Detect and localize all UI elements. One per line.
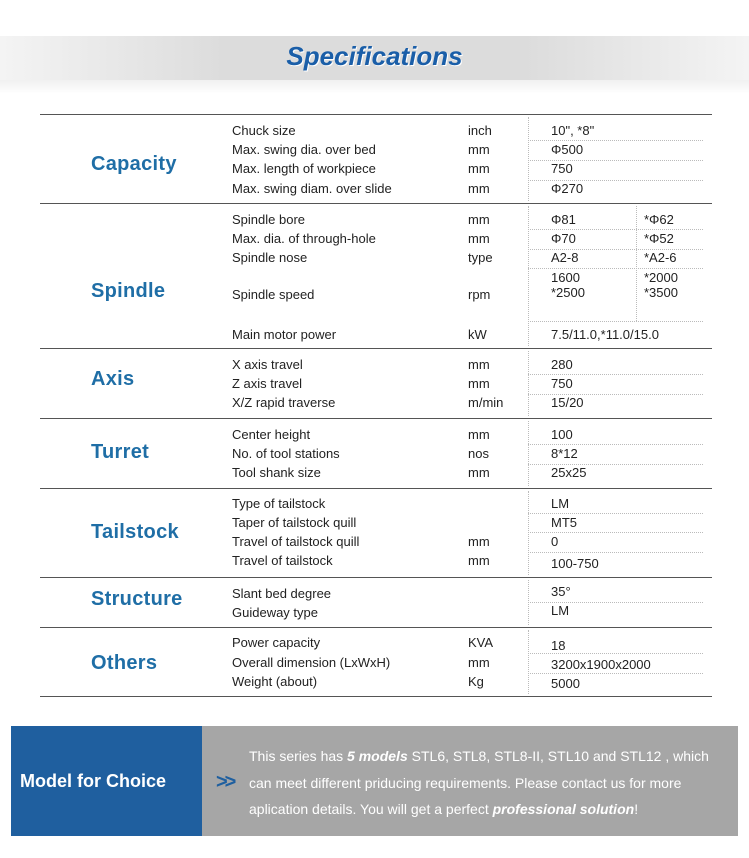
- unit-label: rpm: [468, 287, 491, 302]
- value: 35°: [551, 584, 571, 599]
- unit-label: kW: [468, 327, 487, 342]
- section-others: [40, 627, 712, 697]
- row-divider: [528, 229, 703, 230]
- value: 8*12: [551, 446, 578, 461]
- param-label: Max. swing diam. over slide: [232, 181, 392, 196]
- page-title: Specifications: [286, 41, 463, 71]
- model-choice-title: Model for Choice: [20, 771, 167, 791]
- section-capacity: [40, 114, 712, 203]
- unit-label: mm: [468, 231, 490, 246]
- section-spindle: [40, 203, 712, 348]
- column-divider: [528, 206, 529, 346]
- row-divider: [528, 444, 703, 445]
- value: LM: [551, 496, 570, 511]
- text-emphasis: 5 models: [347, 748, 408, 764]
- section-title: Tailstock: [91, 521, 179, 543]
- value-alt: *2000: [644, 270, 678, 285]
- param-label: Overall dimension (LxWxH): [232, 655, 391, 670]
- unit-label: mm: [468, 553, 490, 568]
- value: Φ270: [551, 181, 584, 196]
- param-label: Travel of tailstock: [232, 553, 333, 568]
- section-title: Spindle: [91, 280, 166, 302]
- param-label: Weight (about): [232, 674, 318, 689]
- value: A2-8: [551, 250, 579, 265]
- row-divider: [528, 268, 703, 269]
- value: 280: [551, 357, 573, 372]
- param-label: Type of tailstock: [232, 496, 326, 511]
- value: 18: [551, 638, 566, 653]
- param-label: Spindle nose: [232, 250, 308, 265]
- row-divider: [528, 653, 703, 654]
- text-part: !: [634, 801, 639, 817]
- param-label: Spindle speed: [232, 287, 315, 302]
- unit-label: mm: [468, 376, 490, 391]
- param-label: Main motor power: [232, 327, 337, 342]
- unit-label: mm: [468, 655, 490, 670]
- unit-label: mm: [468, 465, 490, 480]
- value: 0: [551, 534, 559, 549]
- param-label: Taper of tailstock quill: [232, 515, 357, 530]
- param-label: Max. length of workpiece: [232, 161, 376, 176]
- value: 100: [551, 427, 573, 442]
- value-alt: *Φ62: [644, 212, 674, 227]
- unit-label: inch: [468, 123, 492, 138]
- row-divider: [528, 532, 703, 533]
- section-turret: [40, 418, 712, 488]
- param-label: Tool shank size: [232, 465, 321, 480]
- column-divider: [636, 206, 637, 321]
- param-label: Power capacity: [232, 635, 321, 650]
- unit-label: nos: [468, 446, 489, 461]
- value: Φ500: [551, 142, 584, 157]
- unit-label: Kg: [468, 674, 484, 689]
- unit-label: mm: [468, 142, 490, 157]
- unit-label: mm: [468, 534, 490, 549]
- value: LM: [551, 603, 570, 618]
- unit-label: m/min: [468, 395, 504, 410]
- param-label: Max. swing dia. over bed: [232, 142, 376, 157]
- value-alt-line-2: *3500: [644, 285, 678, 300]
- column-divider: [528, 630, 529, 694]
- param-label: Max. dia. of through-hole: [232, 231, 376, 246]
- value: 3200x1900x2000: [551, 657, 651, 672]
- text-part: STL6, STL8, STL8-II, STL10 and STL12 , which can meet different priducing requirements. Please contact us for more aplication details. You will get a perfect: [249, 748, 709, 817]
- unit-label: mm: [468, 161, 490, 176]
- column-divider: [528, 117, 529, 201]
- value: Φ70: [551, 231, 576, 246]
- value-line-2: *2500: [551, 285, 585, 300]
- model-choice-label-panel: [11, 726, 202, 836]
- model-choice-banner: [11, 726, 738, 836]
- row-divider: [528, 673, 703, 674]
- section-title: Structure: [91, 588, 183, 610]
- value: 100-750: [551, 556, 599, 571]
- value: 5000: [551, 676, 580, 691]
- value: 750: [551, 161, 573, 176]
- section-tailstock: [40, 488, 712, 577]
- value: 10", *8": [551, 123, 595, 138]
- param-label: No. of tool stations: [232, 446, 340, 461]
- unit-label: type: [468, 250, 493, 265]
- value: MT5: [551, 515, 577, 530]
- value-alt: *Φ52: [644, 231, 674, 246]
- unit-label: mm: [468, 181, 490, 196]
- param-label: Guideway type: [232, 605, 318, 620]
- spec-table: [40, 114, 712, 697]
- section-title: Others: [91, 652, 158, 674]
- column-divider: [528, 351, 529, 416]
- text-emphasis: professional solution: [492, 801, 635, 817]
- row-divider: [528, 374, 703, 375]
- unit-label: KVA: [468, 635, 494, 650]
- param-label: Travel of tailstock quill: [232, 534, 360, 549]
- section-title: Axis: [91, 368, 135, 390]
- param-label: X/Z rapid traverse: [232, 395, 336, 410]
- value-alt: *A2-6: [644, 250, 677, 265]
- double-chevron-right-icon: >>: [216, 771, 234, 793]
- param-label: Center height: [232, 427, 311, 442]
- param-label: Slant bed degree: [232, 586, 332, 601]
- value: 1600: [551, 270, 580, 285]
- section-title: Turret: [91, 441, 150, 463]
- unit-label: mm: [468, 427, 490, 442]
- row-divider: [528, 140, 703, 141]
- model-choice-text: [249, 743, 729, 823]
- row-divider: [528, 321, 703, 322]
- unit-label: mm: [468, 357, 490, 372]
- param-label: Z axis travel: [232, 376, 303, 391]
- section-structure: [40, 577, 712, 627]
- value: 750: [551, 376, 573, 391]
- param-label: X axis travel: [232, 357, 303, 372]
- row-divider: [528, 552, 703, 553]
- column-divider: [528, 421, 529, 486]
- param-label: Chuck size: [232, 123, 296, 138]
- value: 15/20: [551, 395, 584, 410]
- value: Φ81: [551, 212, 576, 227]
- column-divider: [528, 491, 529, 575]
- value: 25x25: [551, 465, 587, 480]
- unit-label: mm: [468, 212, 490, 227]
- row-divider: [528, 513, 703, 514]
- section-title: Capacity: [91, 153, 177, 175]
- section-axis: [40, 348, 712, 418]
- value: 7.5/11.0,*11.0/15.0: [551, 327, 659, 342]
- text-part: This series has: [249, 748, 348, 764]
- param-label: Spindle bore: [232, 212, 305, 227]
